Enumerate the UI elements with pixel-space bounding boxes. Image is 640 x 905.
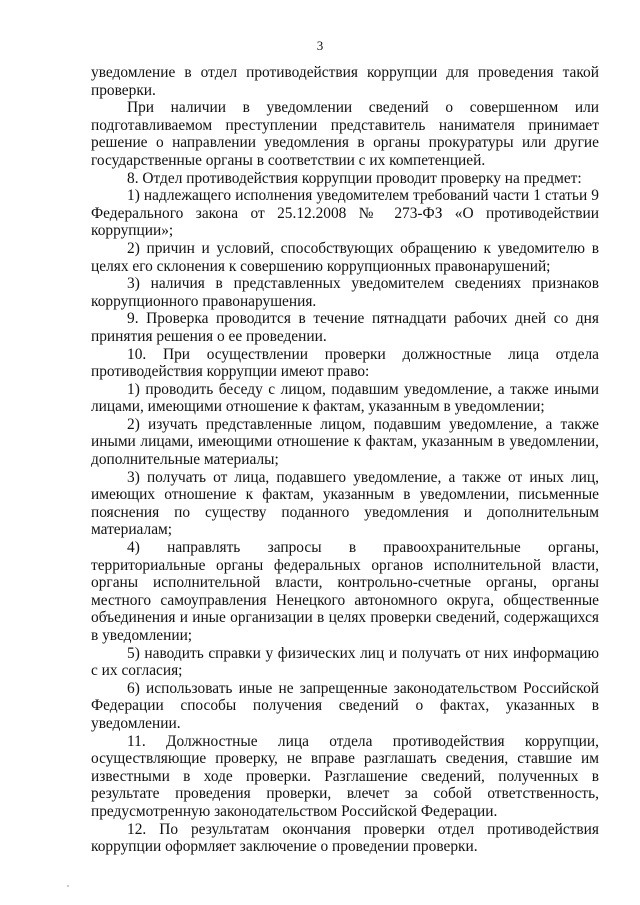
paragraph: 8. Отдел противодействия коррупции проводит проверку на предмет: bbox=[127, 169, 582, 187]
paragraph: 3) получать от лица, подавшего уведомление, а также от иных лиц, имеющих отношение к фактам, указанным в уведомлении, письменные пояснения по существу поданного уведомления и дополнительным материалам; bbox=[91, 468, 599, 539]
paragraph: 1) проводить беседу с лицом, подавшим уведомление, а также иными лицами, имеющими отношение к фактам, указанным в уведомлении; bbox=[91, 380, 599, 416]
paragraph: 1) надлежащего исполнения уведомителем требований части 1 статьи 9 Федерального закона от 25.12.2008 № 273-ФЗ «О противодействии коррупции»; bbox=[91, 187, 599, 240]
document-body bbox=[91, 64, 599, 856]
paragraph: 5) наводить справки у физических лиц и получать от них информацию с их согласия; bbox=[91, 644, 599, 680]
paragraph: 4) направлять запросы в правоохранительные органы, территориальные органы федеральных органов исполнительной власти, органы исполнительной власти, контрольно-счетные органы, органы местного самоуправления Ненецкого автономного округа, общественные объединения и иные организации в целях проверки сведений, содержащихся в уведомлении; bbox=[91, 539, 599, 644]
paragraph: 11. Должностные лица отдела противодействия коррупции, осуществляющие проверку, не вправе разглашать сведения, ставшие им известными в ходе проверки. Разглашение сведений, полученных в результате проведения проверки, влечет за собой ответственность, предусмотренную законодательством Российской Федерации. bbox=[91, 732, 599, 820]
paragraph: 6) использовать иные не запрещенные законодательством Российской Федерации способы получения сведений о фактах, указанных в уведомлении. bbox=[91, 679, 599, 732]
scan-artifact bbox=[67, 885, 69, 887]
paragraph: 12. По результатам окончания проверки отдел противодействия коррупции оформляет заключение о проведении проверки. bbox=[91, 820, 599, 856]
paragraph: 9. Проверка проводится в течение пятнадцати рабочих дней со дня принятия решения о ее проведении. bbox=[91, 310, 599, 345]
paragraph: 10. При осуществлении проверки должностные лица отдела противодействия коррупции имеют право: bbox=[91, 345, 599, 381]
paragraph: 3) наличия в представленных уведомителем сведениях признаков коррупционного правонарушения. bbox=[91, 275, 599, 310]
paragraph: 2) причин и условий, способствующих обращению к уведомителю в целях его склонения к совершению коррупционных правонарушений; bbox=[91, 239, 599, 275]
paragraph: При наличии в уведомлении сведений о совершенном или подготавливаемом преступлении представитель нанимателя принимает решение о направлении уведомления в органы прокуратуры или другие государственные органы в соответствии с их компетенцией. bbox=[91, 99, 599, 169]
paragraph: уведомление в отдел противодействия коррупции для проведения такой проверки. bbox=[91, 64, 599, 99]
paragraph: 2) изучать представленные лицом, подавшим уведомление, а также иными лицами, имеющими отношение к фактам, указанным в уведомлении, дополнительные материалы; bbox=[91, 415, 599, 469]
page-number: 3 bbox=[316, 38, 324, 53]
